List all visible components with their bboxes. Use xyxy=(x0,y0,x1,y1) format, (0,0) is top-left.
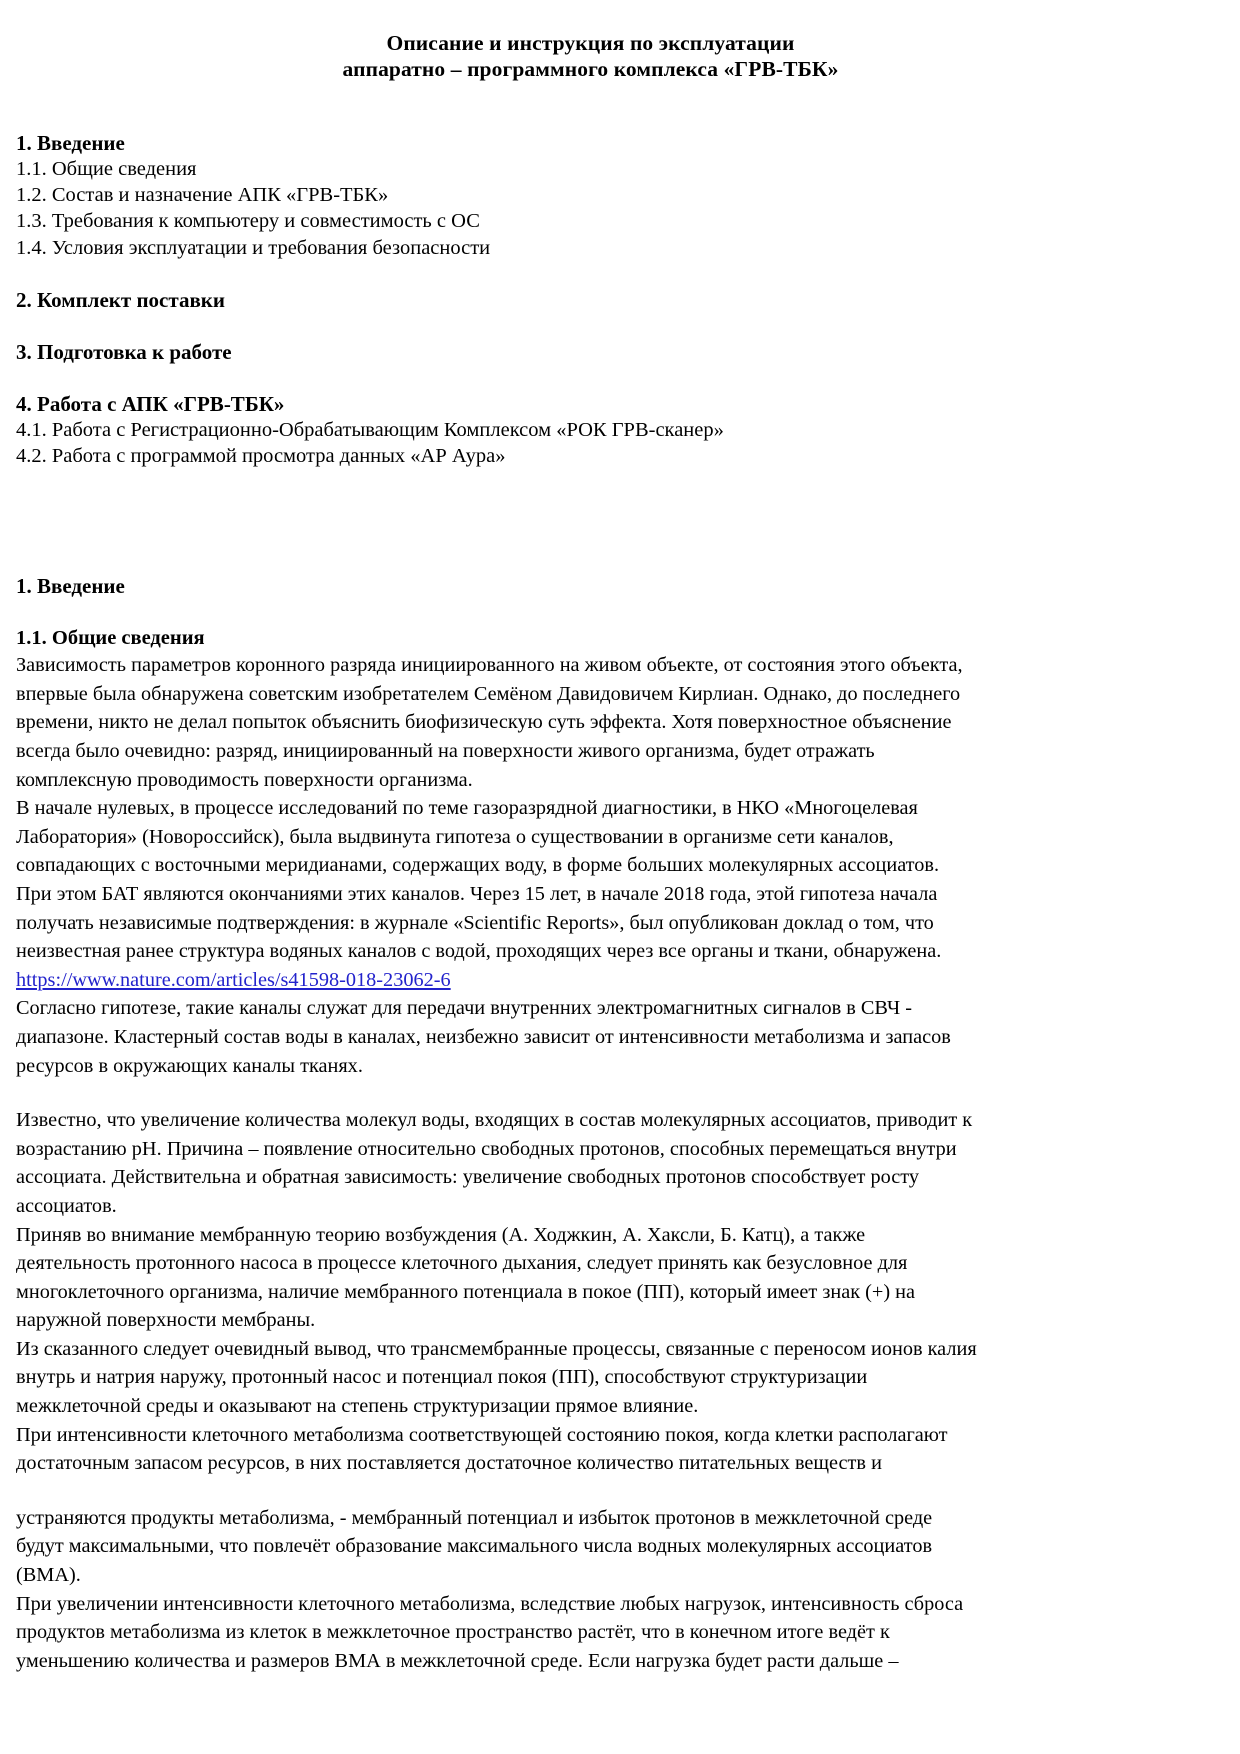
paragraph-3-line-1: Согласно гипотезе, такие каналы служат для передачи внутренних электромагнитных сигналов в СВЧ - xyxy=(16,997,912,1020)
paragraph-2-line-1: В начале нулевых, в процессе исследований по теме газоразрядной диагностики, в НКО «Многоцелевая xyxy=(16,797,918,820)
paragraph-6-line-2: внутрь и натрия наружу, протонный насос и потенциал покоя (ПП), способствуют структуризации xyxy=(16,1366,868,1389)
toc-heading-3: 3. Подготовка к работе xyxy=(16,339,232,364)
paragraph-1-line-1: Зависимость параметров коронного разряда инициированного на живом объекте, от состояния этого объекта, xyxy=(16,654,963,677)
paragraph-1-line-5: комплексную проводимость поверхности организма. xyxy=(16,768,473,791)
paragraph-5 xyxy=(16,1221,1145,1335)
document-title-line-1: Описание и инструкция по эксплуатации xyxy=(386,31,795,55)
paragraph-6-line-1: Из сказанного следует очевидный вывод, что трансмембранные процессы, связанные с переносом ионов калия xyxy=(16,1337,977,1360)
toc-heading-2: 2. Комплект поставки xyxy=(16,287,225,312)
paragraph-2 xyxy=(16,794,1145,966)
paragraph-9-line-2: продуктов метаболизма из клеток в межклеточное пространство растёт, что в конечном итоге ведёт к xyxy=(16,1621,890,1644)
paragraph-2-line-2: Лаборатория» (Новороссийск), была выдвинута гипотеза о существовании в организме сети каналов, xyxy=(16,825,894,848)
paragraph-6 xyxy=(16,1335,1145,1421)
paragraph-2-line-3: совпадающих с восточными меридианами, содержащих воду, в форме больших молекулярных ассоциатов. xyxy=(16,854,940,877)
paragraph-7-line-1: При интенсивности клеточного метаболизма соответствующей состоянию покоя, когда клетки располагают xyxy=(16,1423,948,1446)
paragraph-3-line-3: ресурсов в окружающих каналы тканях. xyxy=(16,1054,363,1077)
paragraph-1-line-3: времени, никто не делал попыток объяснить биофизическую суть эффекта. Хотя поверхностное объяснение xyxy=(16,711,952,734)
paragraph-1-line-4: всегда было очевидно: разряд, инициированный на поверхности живого организма, будет отражать xyxy=(16,740,875,762)
paragraph-7 xyxy=(16,1421,1145,1478)
nature-article-link[interactable]: https://www.nature.com/articles/s41598-018-23062-6 xyxy=(16,968,451,991)
paragraph-gap-7-8 xyxy=(16,1478,1145,1504)
paragraph-2-line-6: неизвестная ранее структура водяных каналов с водой, проходящих через все органы и ткани, обнаружена. xyxy=(16,940,942,963)
paragraph-3-line-2: диапазоне. Кластерный состав воды в каналах, неизбежно зависит от интенсивности метаболизма и запасов xyxy=(16,1025,951,1048)
paragraph-7-line-2: достаточным запасом ресурсов, в них поставляется достаточное количество питательных веществ и xyxy=(16,1452,882,1475)
paragraph-5-line-1: Приняв во внимание мембранную теорию возбуждения (А. Ходжкин, А. Хаксли, Б. Катц), а также xyxy=(16,1223,866,1246)
paragraph-2-line-5: получать независимые подтверждения: в журнале «Scientific Reports», был опубликован доклад о том, что xyxy=(16,911,934,934)
paragraph-5-line-4: наружной поверхности мембраны. xyxy=(16,1309,316,1332)
paragraph-8-line-1: устраняются продукты метаболизма, - мембранный потенциал и избыток протонов в межклеточной среде xyxy=(16,1506,933,1529)
paragraph-9 xyxy=(16,1590,1145,1676)
toc-item-4-2[interactable]: 4.2. Работа с программой просмотра данных «АР Аура» xyxy=(16,445,506,468)
title-spacer xyxy=(16,82,1145,130)
toc-heading-1: 1. Введение xyxy=(16,131,125,155)
body-heading-1-1: 1.1. Общие сведения xyxy=(16,627,205,650)
paragraph-gap-3-4 xyxy=(16,1080,1145,1106)
paragraph-4-line-1: Известно, что увеличение количества молекул воды, входящих в состав молекулярных ассоциатов, приводит к xyxy=(16,1109,973,1132)
body-heading-1: 1. Введение xyxy=(16,574,125,599)
paragraph-2-line-4: При этом БАТ являются окончаниями этих каналов. Через 15 лет, в начале 2018 года, этой гипотеза начала xyxy=(16,882,938,905)
toc-item-1-2[interactable]: 1.2. Состав и назначение АПК «ГРВ-ТБК» xyxy=(16,184,389,207)
paragraph-6-line-3: межклеточной среды и оказывают на степень структуризации прямое влияние. xyxy=(16,1395,699,1418)
paragraph-4-line-2: возрастанию pH. Причина – появление относительно свободных протонов, способных перемещаться внутри xyxy=(16,1137,957,1160)
document-title-line-2: аппаратно – программного комплекса «ГРВ-ТБК» xyxy=(342,57,839,81)
paragraph-4-line-4: ассоциатов. xyxy=(16,1194,117,1217)
toc-item-4-1[interactable]: 4.1. Работа с Регистрационно-Обрабатывающим Комплексом «РОК ГРВ-сканер» xyxy=(16,418,724,441)
toc-gap-2 xyxy=(16,313,1145,339)
paragraph-9-line-1: При увеличении интенсивности клеточного метаболизма, вследствие любых нагрузок, интенсивность сброса xyxy=(16,1592,964,1615)
toc-gap-3 xyxy=(16,365,1145,391)
table-of-contents xyxy=(16,130,1145,469)
heading-gap-1 xyxy=(16,599,1145,625)
paragraph-8-line-3: (ВМА). xyxy=(16,1564,81,1587)
toc-body-spacer xyxy=(16,469,1145,573)
toc-item-1-3[interactable]: 1.3. Требования к компьютеру и совместимость с ОС xyxy=(16,210,480,233)
toc-heading-4: 4. Работа с АПК «ГРВ-ТБК» xyxy=(16,391,285,416)
paragraph-8 xyxy=(16,1504,1145,1590)
paragraph-3 xyxy=(16,994,1145,1080)
paragraph-9-line-3: уменьшению количества и размеров ВМА в межклеточной среде. Если нагрузка будет расти дальше – xyxy=(16,1649,899,1672)
paragraph-1-line-2: впервые была обнаружена советским изобретателем Семёном Давидовичем Кирлиан. Однако, до последнего xyxy=(16,682,961,705)
paragraph-5-line-2: деятельность протонного насоса в процессе клеточного дыхания, следует принять как безусловное для xyxy=(16,1252,908,1275)
paragraph-8-line-2: будут максимальными, что повлечёт образование максимального числа водных молекулярных ассоциатов xyxy=(16,1535,933,1558)
toc-item-1-4[interactable]: 1.4. Условия эксплуатации и требования безопасности xyxy=(16,236,491,259)
paragraph-5-line-3: многоклеточного организма, наличие мембранного потенциала в покое (ПП), который имеет знак (+) на xyxy=(16,1280,915,1303)
paragraph-4-line-3: ассоциата. Действительна и обратная зависимость: увеличение свободных протонов способствует росту xyxy=(16,1166,920,1189)
toc-gap-1 xyxy=(16,261,1145,287)
paragraph-4 xyxy=(16,1106,1145,1220)
toc-item-1-1[interactable]: 1.1. Общие сведения xyxy=(16,158,197,180)
paragraph-1 xyxy=(16,651,1145,794)
document-title xyxy=(16,30,1145,82)
